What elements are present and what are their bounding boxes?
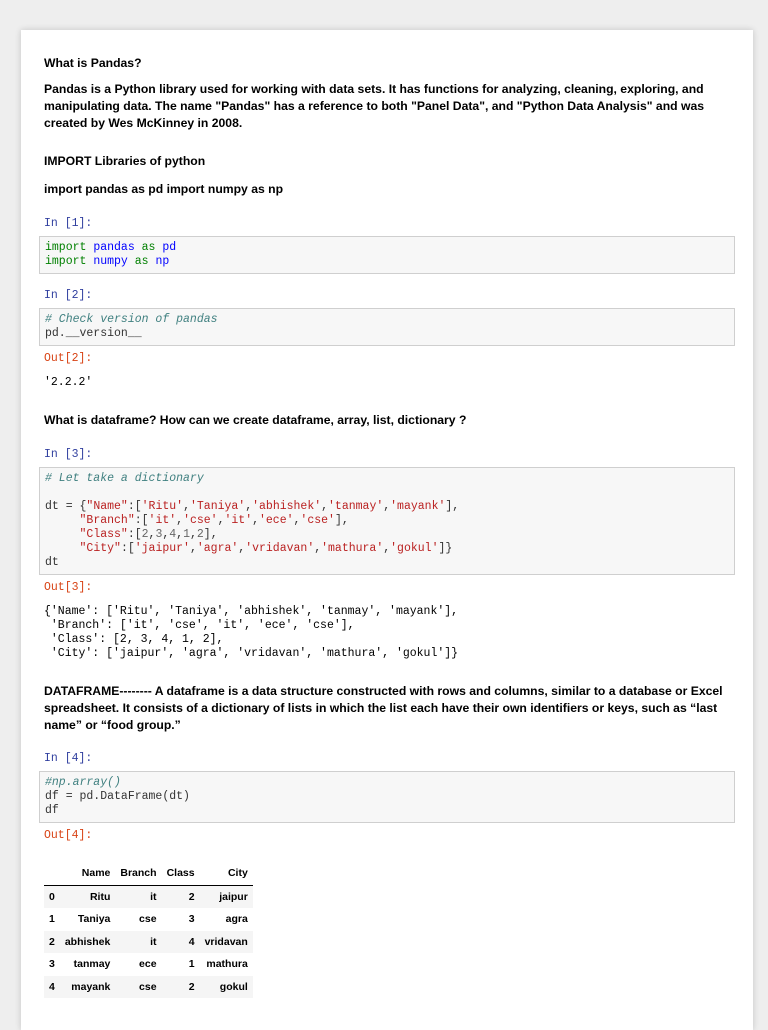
output-prompt-4: Out[4]: [44, 829, 93, 842]
module-name: numpy [93, 255, 128, 268]
cell-name: mayank [71, 980, 111, 993]
markdown-import-text: import pandas as pd import numpy as np [44, 182, 284, 196]
keyword: as [134, 255, 149, 268]
cell-city: jaipur [219, 890, 248, 903]
cell-branch: it [150, 935, 157, 948]
code-line: pd.__version__ [45, 327, 142, 340]
keyword: import [45, 241, 87, 254]
code-cell-4[interactable] [39, 771, 735, 823]
input-prompt-3: In [3]: [44, 448, 93, 461]
cell-class: 3 [188, 913, 195, 926]
cell-class: 1 [188, 958, 195, 971]
output-prompt-3: Out[3]: [44, 581, 93, 594]
cell-branch: ece [139, 958, 157, 971]
keyword: as [141, 241, 156, 254]
code-line: dt [45, 556, 59, 569]
row-index: 0 [49, 890, 55, 903]
cell-city: agra [225, 913, 248, 926]
cell-city: gokul [219, 980, 248, 993]
markdown-import-heading: IMPORT Libraries of python [44, 154, 206, 168]
keyword: import [45, 255, 87, 268]
cell-branch: cse [139, 980, 157, 993]
cell-city: mathura [206, 958, 248, 971]
module-alias: np [155, 255, 170, 268]
table-row [44, 976, 253, 999]
column-header: Branch [115, 862, 161, 885]
cell-branch: cse [139, 913, 157, 926]
code-comment: #np.array() [45, 776, 121, 789]
column-header: Class [162, 862, 200, 885]
dataframe-table [44, 862, 253, 998]
row-index: 1 [49, 913, 55, 926]
cell-name: Ritu [89, 890, 111, 903]
cell-class: 2 [188, 980, 195, 993]
module-name: pandas [93, 241, 135, 254]
table-row [44, 908, 253, 931]
row-index: 2 [49, 935, 55, 948]
cell-name: abhishek [64, 935, 111, 948]
table-header-row [44, 862, 253, 885]
module-alias: pd [162, 241, 177, 254]
markdown-pandas-description: Pandas is a Python library used for working with data sets. It has functions for analyzing, cleaning, exploring, and manipulating data. The name "Pandas" has a reference to both "Panel Data", and "Python Data Analysis" and was created by Wes McKinney in 2008. [44, 82, 705, 130]
row-index: 3 [49, 958, 55, 971]
cell-class: 4 [188, 935, 195, 948]
markdown-dataframe-question: What is dataframe? How can we create dataframe, array, list, dictionary ? [44, 413, 467, 427]
code-cell-1[interactable] [39, 236, 735, 274]
code-line: df [45, 804, 59, 817]
cell-class: 2 [188, 890, 195, 903]
column-header: City [200, 862, 253, 885]
notebook-page [21, 30, 753, 1030]
column-header: Name [60, 862, 116, 885]
code-comment: # Let take a dictionary [45, 472, 204, 485]
output-line: {'Name': ['Ritu', 'Taniya', 'abhishek', 'tanmay', 'mayank'], [44, 605, 459, 618]
code-cell-2[interactable] [39, 308, 735, 346]
markdown-heading-pandas: What is Pandas? [44, 56, 142, 70]
code-cell-3[interactable]: # Let take a dictionary dt = {"Name":['Ritu','Taniya','abhishek','tanmay','mayank'], "Branch":['it','cse','it','ece','cse'], "Class":[2,3,4,1,2], "City":['jaipur','agra','vridavan','mathura','gokul']} dt [39, 467, 735, 575]
cell-name: Taniya [77, 913, 111, 926]
index-header [44, 862, 60, 885]
code-line: df = pd.DataFrame(dt) [45, 790, 190, 803]
output-line: 'Branch': ['it', 'cse', 'it', 'ece', 'cse'], [44, 619, 355, 632]
output-line: 'Class': [2, 3, 4, 1, 2], [44, 633, 224, 646]
row-index: 4 [49, 980, 55, 993]
cell-branch: it [150, 890, 157, 903]
input-prompt-2: In [2]: [44, 289, 93, 302]
input-prompt-4: In [4]: [44, 752, 93, 765]
table-row [44, 953, 253, 976]
cell-name: tanmay [73, 958, 111, 971]
output-version: '2.2.2' [44, 376, 93, 389]
input-prompt-1: In [1]: [44, 217, 93, 230]
cell-city: vridavan [204, 935, 248, 948]
output-line: 'City': ['jaipur', 'agra', 'vridavan', 'mathura', 'gokul']} [44, 647, 459, 660]
table-row [44, 885, 253, 908]
markdown-dataframe-definition: DATAFRAME-------- A dataframe is a data structure constructed with rows and columns, similar to a database or Excel spreadsheet. It consists of a dictionary of lists in which the list each have their own identifiers or keys, such as “last name” or “food group.” [44, 684, 723, 732]
output-prompt-2: Out[2]: [44, 352, 93, 365]
output-dictionary [44, 605, 458, 661]
code-comment: # Check version of pandas [45, 313, 218, 326]
table-row [44, 931, 253, 954]
